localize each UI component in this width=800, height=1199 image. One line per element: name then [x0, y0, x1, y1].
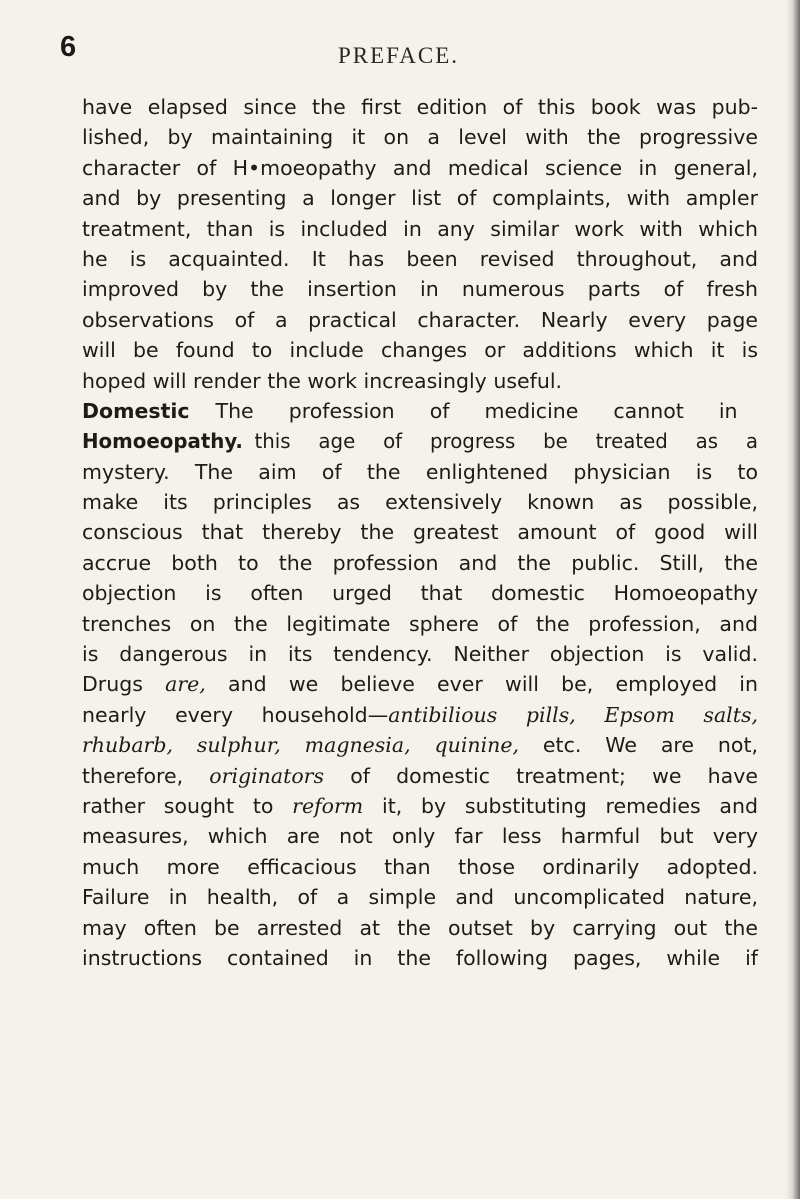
text-fragment: therefore,: [82, 763, 210, 788]
italic-fragment: are,: [165, 672, 206, 697]
text-fragment: of domestic treatment; we have: [324, 763, 758, 788]
text-line: [82, 700, 758, 730]
text-line: mystery. The aim of the enlightened physician is to: [82, 459, 758, 484]
text-line: instructions contained in the following pages, while if: [82, 945, 758, 970]
text-line-with-side-heading: [82, 396, 758, 426]
text-line: much more efficacious than those ordinarily adopted.: [82, 854, 758, 879]
text-line: measures, which are not only far less harmful but very: [82, 824, 758, 849]
text-line: may often be arrested at the outset by carrying out the: [82, 915, 758, 940]
text-line: [82, 761, 758, 791]
text-fragment: Drugs: [82, 672, 166, 697]
text-line: have elapsed since the first edition of this book was pub-: [82, 95, 758, 119]
page-number: 6: [60, 31, 77, 63]
text-fragment: etc. We are not,: [519, 733, 758, 758]
page-edge-shadow: [786, 0, 800, 1199]
text-line-with-side-heading: [82, 426, 758, 456]
text-fragment: it, by substituting remedies and: [363, 793, 758, 818]
text-line: make its principles as extensively known as possible,: [82, 490, 758, 515]
text-fragment: this age of progress be treated as a: [254, 429, 759, 454]
text-line: improved by the insertion in numerous parts of fresh: [82, 277, 758, 302]
text-fragment: The profession of medicine cannot in: [215, 398, 738, 423]
text-line: character of H•moeopathy and medical science in general,: [82, 155, 758, 180]
body-text: [82, 92, 758, 973]
text-line: Failure in health, of a simple and uncomplicated nature,: [82, 885, 758, 910]
italic-fragment: antibilious pills, Epsom salts,: [388, 702, 759, 727]
text-line: objection is often urged that domestic Homoeopathy: [82, 581, 758, 606]
text-line: trenches on the legitimate sphere of the profession, and: [82, 611, 758, 636]
text-line: [82, 730, 758, 760]
side-heading-domestic: Domestic: [82, 398, 190, 423]
text-line: treatment, than is included in any similar work with which: [82, 216, 758, 241]
text-line: [82, 791, 758, 821]
text-line: observations of a practical character. Nearly every page: [82, 307, 758, 332]
text-fragment: rather sought to: [82, 793, 293, 818]
text-fragment: and we believe ever will be, employed in: [205, 672, 758, 697]
text-fragment: nearly every household—: [82, 702, 389, 727]
text-line: conscious that thereby the greatest amount of good will: [82, 520, 758, 545]
text-line: he is acquainted. It has been revised throughout, and: [82, 246, 758, 271]
text-line: accrue both to the profession and the public. Still, the: [82, 550, 758, 575]
text-line: and by presenting a longer list of complaints, with ampler: [82, 186, 758, 211]
italic-fragment: reform: [292, 793, 364, 818]
side-heading-homoeopathy: Homoeopathy.: [82, 429, 243, 454]
text-line: lished, by maintaining it on a level with the progressive: [82, 125, 758, 150]
text-line: will be found to include changes or additions which it is: [82, 338, 758, 363]
italic-fragment: originators: [209, 763, 324, 788]
running-head: PREFACE.: [338, 43, 460, 68]
text-line: [82, 669, 758, 699]
text-line: is dangerous in its tendency. Neither objection is valid.: [82, 642, 758, 667]
text-line: hoped will render the work increasingly useful.: [82, 368, 563, 393]
italic-fragment: rhubarb, sulphur, magnesia, quinine,: [82, 733, 520, 758]
